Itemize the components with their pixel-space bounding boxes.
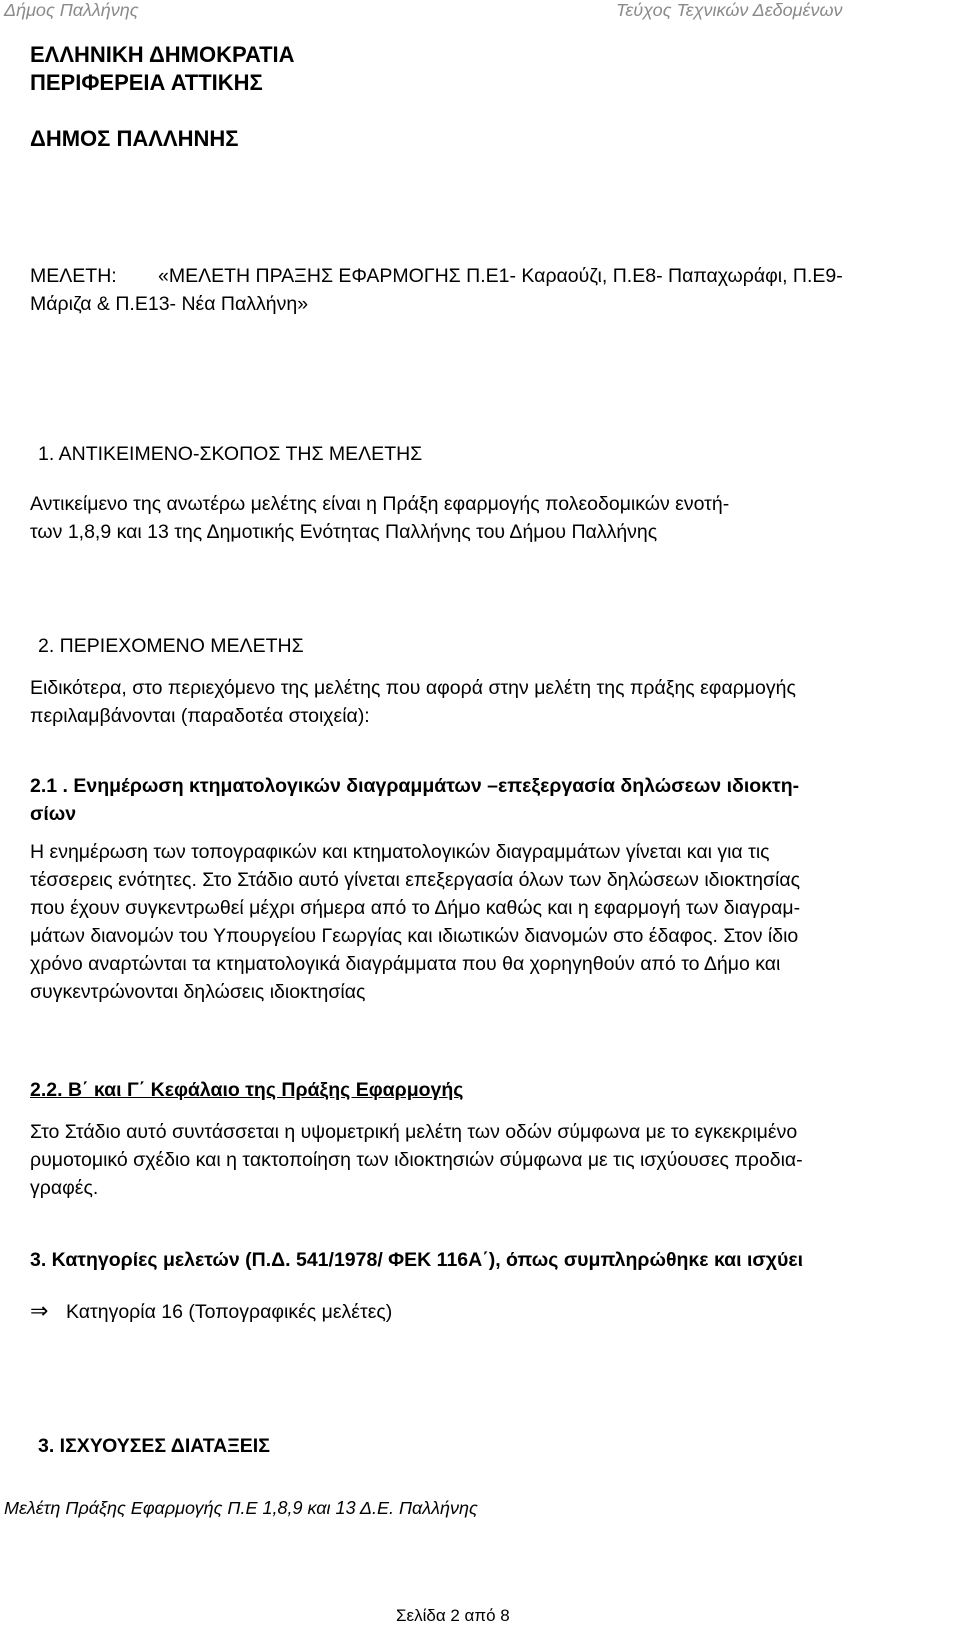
section-3-heading: 3. Κατηγορίες μελετών (Π.Δ. 541/1978/ ΦΕΚ 116Α΄), όπως συμπληρώθηκε και ισχύει bbox=[30, 1249, 803, 1271]
section-2-line-1: Ειδικότερα, στο περιεχόμενο της μελέτης που αφορά στην μελέτη της πράξης εφαρμογής bbox=[30, 677, 796, 699]
section-2-heading: 2. ΠΕΡΙΕΧΟΜΕΝΟ ΜΕΛΕΤΗΣ bbox=[38, 635, 304, 657]
section-1-line-2: των 1,8,9 και 13 της Δημοτικής Ενότητας Παλλήνης του Δήμου Παλλήνης bbox=[30, 521, 658, 543]
section-2-1-heading-line-2: σίων bbox=[30, 803, 77, 825]
section-2-1-heading-line-1: 2.1 . Ενημέρωση κτηματολογικών διαγραμμάτων –επεξεργασία δηλώσεων ιδιοκτη- bbox=[30, 775, 800, 797]
section-2-1-line-5: χρόνο αναρτώνται τα κτηματολογικά διαγράμματα που θα χορηγηθούν από το Δήμο και bbox=[30, 953, 781, 975]
section-2-1-line-6: συγκεντρώνονται δηλώσεις ιδιοκτησίας bbox=[30, 981, 366, 1003]
study-label: ΜΕΛΕΤΗ: bbox=[30, 265, 117, 287]
authority-line-3: ΔΗΜΟΣ ΠΑΛΛΗΝΗΣ bbox=[30, 126, 239, 151]
section-2-line-2: περιλαμβάνονται (παραδοτέα στοιχεία): bbox=[30, 705, 370, 727]
section-2-2-heading: 2.2. Β΄ και Γ΄ Κεφάλαιο της Πράξης Εφαρμογής bbox=[30, 1079, 464, 1101]
section-2-1-line-2: τέσσερεις ενότητες. Στο Στάδιο αυτό γίνεται επεξεργασία όλων των δηλώσεων ιδιοκτησίας bbox=[30, 869, 801, 891]
authority-line-2: ΠΕΡΙΦΕΡΕΙΑ ΑΤΤΙΚΗΣ bbox=[30, 70, 263, 95]
section-2-1-line-3: που έχουν συγκεντρωθεί μέχρι σήμερα από το Δήμο καθώς και η εφαρμογή των διαγραμ- bbox=[30, 897, 801, 919]
section-2-2-line-1: Στο Στάδιο αυτό συντάσσεται η υψομετρική μελέτη των οδών σύμφωνα με το εγκεκριμένο bbox=[30, 1121, 798, 1143]
page-number: Σελίδα 2 από 8 bbox=[396, 1606, 510, 1625]
study-title-line-1: «ΜΕΛΕΤΗ ΠΡΑΞΗΣ ΕΦΑΡΜΟΓΗΣ Π.Ε1- Καραούζι, Π.Ε8- Παπαχωράφι, Π.Ε9- bbox=[158, 265, 843, 287]
study-title-line-2: Μάριζα & Π.Ε13- Νέα Παλλήνη» bbox=[30, 293, 309, 315]
section-3b-heading: 3. ΙΣΧΥΟΥΣΕΣ ΔΙΑΤΑΞΕΙΣ bbox=[38, 1435, 270, 1457]
section-2-2-line-3: γραφές. bbox=[30, 1177, 99, 1199]
section-2-2-line-2: ρυμοτομικό σχέδιο και η τακτοποίηση των ιδιοκτησιών σύμφωνα με τις ισχύουσες προδια- bbox=[30, 1149, 803, 1171]
section-2-1-line-4: μάτων διανομών του Υπουργείου Γεωργίας και ιδιωτικών διανομών στο έδαφος. Στον ίδιο bbox=[30, 925, 799, 947]
section-2-1-line-1: Η ενημέρωση των τοπογραφικών και κτηματολογικών διαγραμμάτων γίνεται και για τις bbox=[30, 841, 770, 863]
header-left: Δήμος Παλλήνης bbox=[4, 0, 139, 20]
footer-left: Μελέτη Πράξης Εφαρμογής Π.Ε 1,8,9 και 13 Δ.Ε. Παλλήνης bbox=[4, 1498, 478, 1518]
section-1-heading: 1. ΑΝΤΙΚΕΙΜΕΝΟ-ΣΚΟΠΟΣ ΤΗΣ ΜΕΛΕΤΗΣ bbox=[38, 443, 423, 465]
section-3-bullet-text: Κατηγορία 16 (Τοπογραφικές μελέτες) bbox=[66, 1301, 393, 1323]
authority-line-1: ΕΛΛΗΝΙΚΗ ΔΗΜΟΚΡΑΤΙΑ bbox=[30, 42, 295, 67]
section-1-line-1: Αντικείμενο της ανωτέρω μελέτης είναι η Πράξη εφαρμογής πολεοδομικών ενοτή- bbox=[30, 493, 730, 515]
header-right: Τεύχος Τεχνικών Δεδομένων bbox=[616, 0, 843, 20]
arrow-right-icon: ⇒ bbox=[30, 1298, 49, 1323]
